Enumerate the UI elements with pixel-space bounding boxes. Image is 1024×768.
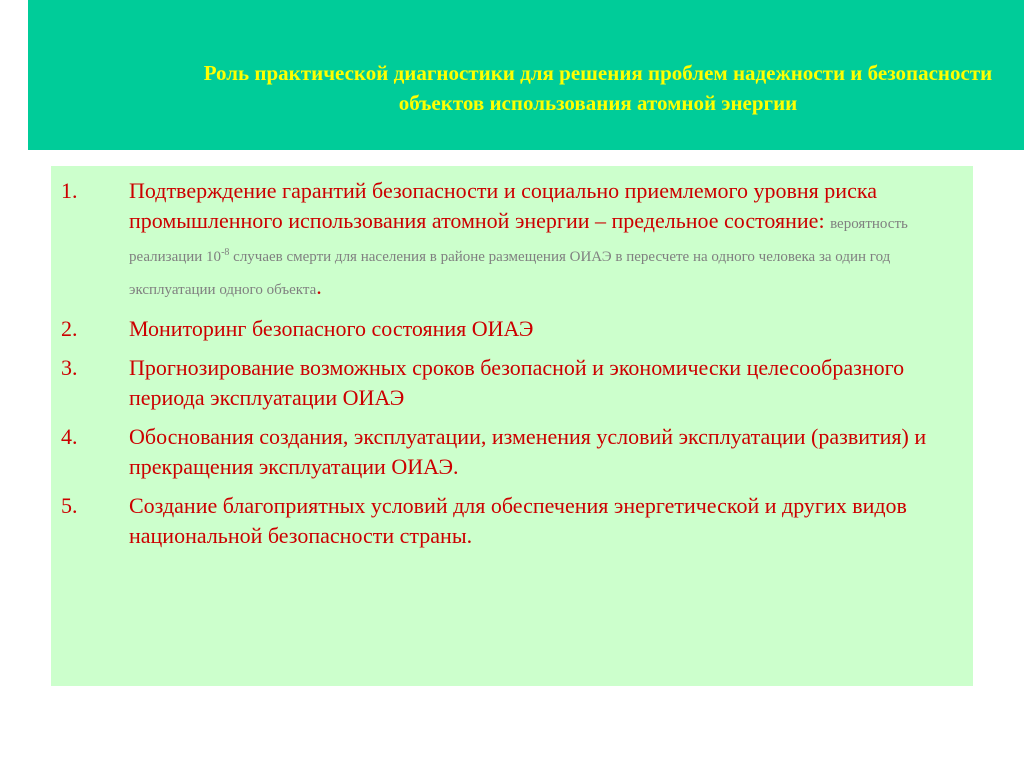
content-panel [51, 166, 973, 686]
item-end-mark: . [316, 274, 322, 299]
note-exponent: -8 [221, 247, 230, 258]
title-banner [28, 0, 1024, 150]
item-number: 2. [61, 316, 78, 341]
numbered-list [61, 176, 966, 560]
list-item-1 [61, 176, 966, 305]
item-number: 4. [61, 424, 78, 449]
item-number: 5. [61, 493, 78, 518]
list-item-3 [61, 353, 966, 413]
note-text-after: случаев смерти для населения в районе размещения ОИАЭ в пересчете на одного человека за один год эксплуатации одного объекта [129, 249, 891, 298]
list-item-2 [61, 314, 966, 344]
note-text-before: вероятность реализации 10 [129, 216, 908, 265]
list-item-4 [61, 422, 966, 482]
item-number: 3. [61, 355, 78, 380]
item-text: Прогнозирование возможных сроков безопасной и экономически целесообразного периода эксплуатации ОИАЭ [129, 355, 905, 410]
item-number: 1. [61, 178, 78, 203]
list-item-5 [61, 491, 966, 551]
item-text: Обоснования создания, эксплуатации, изменения условий эксплуатации (развития) и прекращения эксплуатации ОИАЭ. [129, 424, 927, 479]
item-text: Мониторинг безопасного состояния ОИАЭ [129, 316, 534, 341]
slide-title: Роль практической диагностики для решения проблем надежности и безопасности объектов использования атомной энергии [203, 61, 993, 115]
item-text: Создание благоприятных условий для обеспечения энергетической и других видов национальной безопасности страны. [129, 493, 907, 548]
item-text: Подтверждение гарантий безопасности и социально приемлемого уровня риска промышленного использования атомной энергии – предельное состояние: [129, 178, 877, 233]
